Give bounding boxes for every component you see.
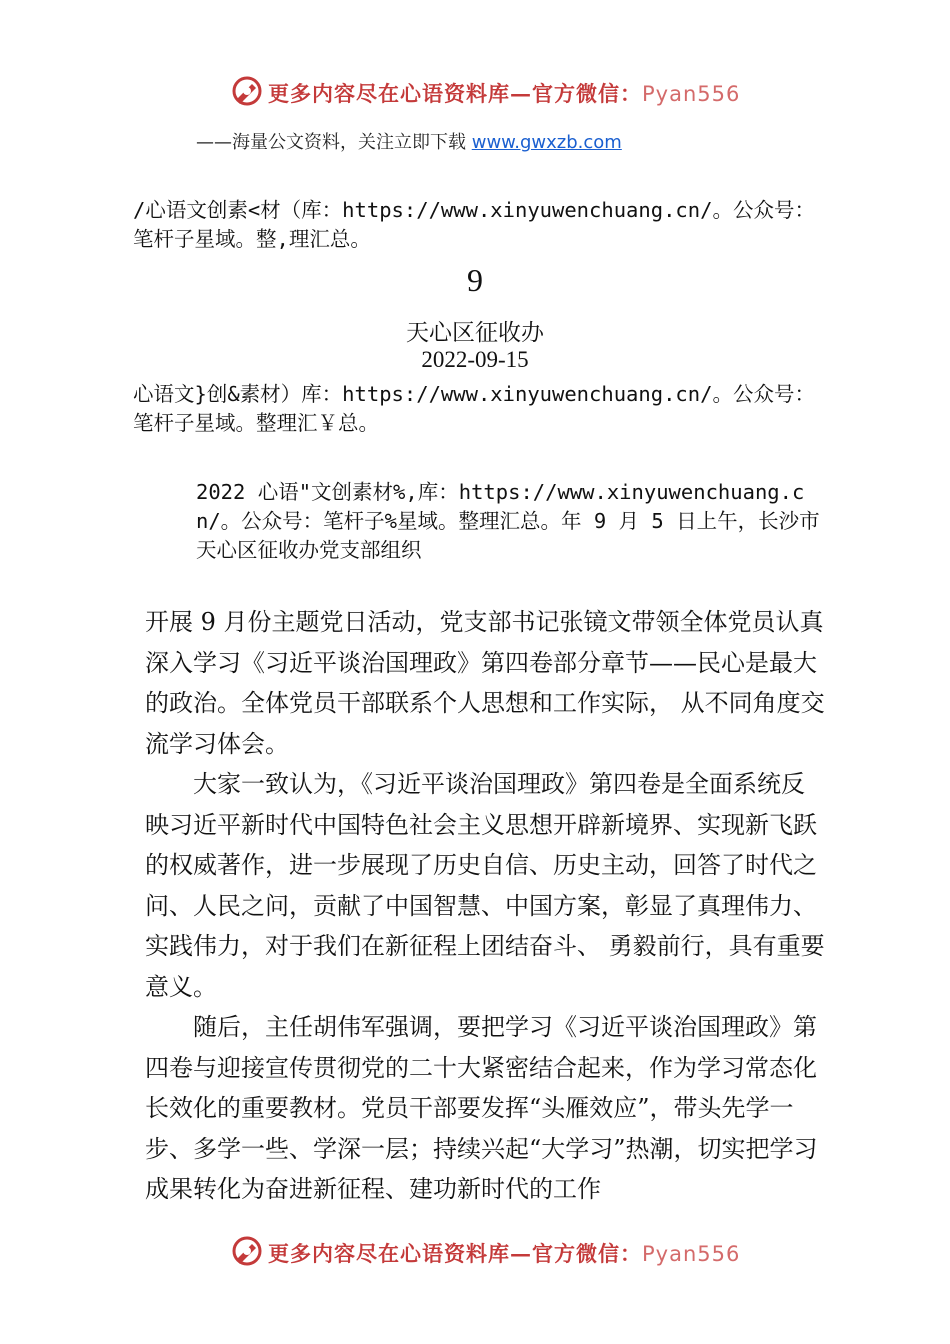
sub-banner: ——海量公文资料，关注立即下载 www.gwxzb.com [196, 132, 622, 153]
header-banner [0, 72, 950, 112]
organization-name: 天心区征收办 [406, 320, 544, 346]
logo-icon [230, 74, 264, 108]
watermark-line-1: /心语文创素<材（库：https://www.xinyuwenchuang.cn/。公众号：笔杆子星域。整,理汇总。 [133, 198, 815, 251]
wechat-id: Pyan556 [642, 1242, 741, 1266]
page-number: 9 [467, 262, 483, 298]
article-body [145, 602, 825, 1210]
watermark-line-2: 心语文}创&素材）库：https://www.xinyuwenchuang.cn/。公众号：笔杆子星域。整理汇￥总。 [133, 382, 815, 435]
banner-text: 更多内容尽在心语资料库—官方微信：Pyan556 [268, 81, 741, 106]
banner-text: 更多内容尽在心语资料库—官方微信：Pyan556 [268, 1241, 741, 1266]
logo-icon [230, 1234, 264, 1268]
download-link[interactable]: www.gwxzb.com [471, 132, 622, 153]
document-date: 2022-09-15 [421, 347, 529, 372]
intro-block: 2022 心语"文创素材%,库：https://www.xinyuwenchuang.cn/。公众号：笔杆子%星域。整理汇总。年 9 月 5 日上午，长沙市天心区征收办党支部组织 [196, 480, 820, 562]
paragraph-3: 随后，主任胡伟军强调，要把学习《习近平谈治国理政》第四卷与迎接宣传贯彻党的二十大紧密结合起来，作为学习常态化长效化的重要教材。党员干部要发挥“头雁效应”，带头先学一步、多学一些、学深一层；持续兴起“大学习”热潮，切实把学习成果转化为奋进新征程、建功新时代的工作 [145, 1013, 818, 1203]
paragraph-1: 开展 9 月份主题党日活动，党支部书记张镜文带领全体党员认真深入学习《习近平谈治国理政》第四卷部分章节——民心是最大的政治。全体党员干部联系个人思想和工作实际， 从不同角度交流学习体会。 [145, 608, 825, 758]
footer-banner [0, 1232, 950, 1272]
paragraph-2: 大家一致认为，《习近平谈治国理政》第四卷是全面系统反映习近平新时代中国特色社会主义思想开辟新境界、实现新飞跃的权威著作，进一步展现了历史自信、历史主动，回答了时代之问、人民之问，贡献了中国智慧、中国方案，彰显了真理伟力、实践伟力，对于我们在新征程上团结奋斗、 勇毅前行，具有重要意义。 [145, 770, 825, 1001]
wechat-id: Pyan556 [642, 82, 741, 106]
